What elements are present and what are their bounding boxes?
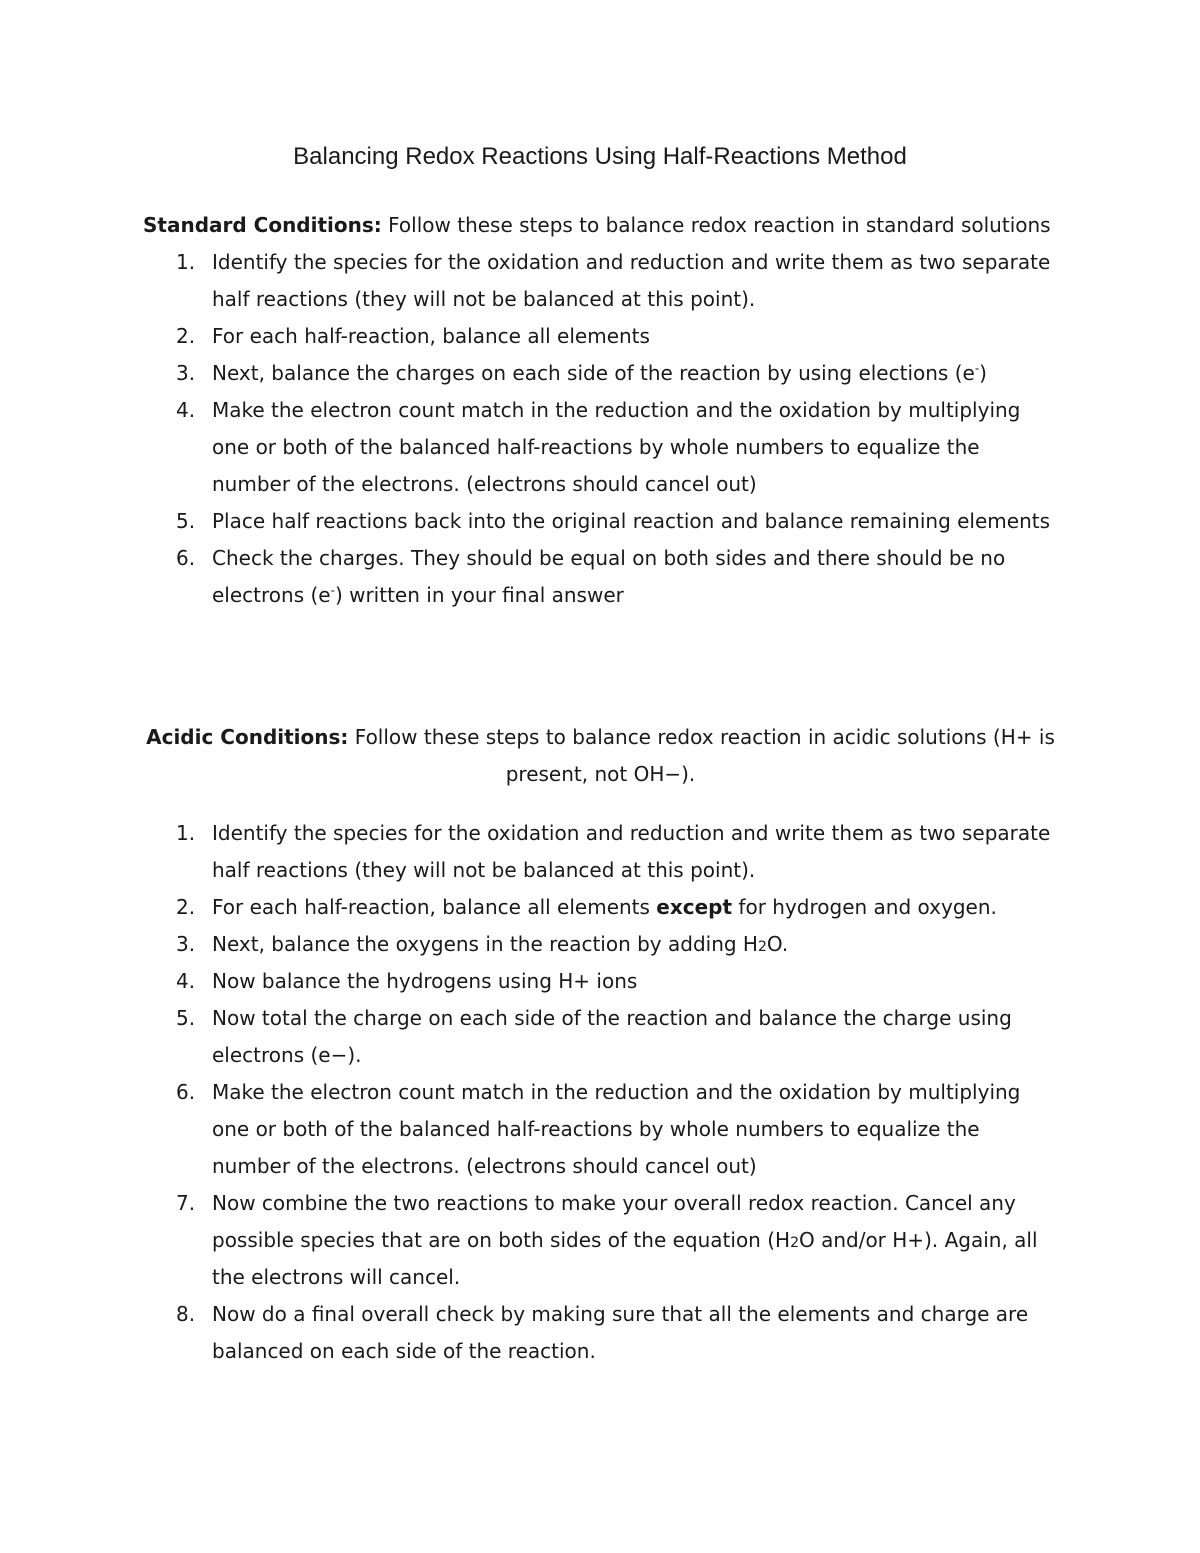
standard-label: Standard Conditions: [143, 213, 382, 237]
step-text: Now total the charge on each side of the reaction and balance the charge using electrons (e−). [212, 1006, 1012, 1067]
acidic-intro [143, 719, 1058, 793]
superscript: - [330, 583, 335, 598]
list-item [143, 926, 1058, 963]
step-text: Identify the species for the oxidation and reduction and write them as two separate half reactions (they will not be balanced at this point). [212, 250, 1051, 311]
step-text: Next, balance the oxygens in the reaction by adding H [212, 932, 758, 956]
list-item [143, 540, 1058, 614]
subscript: 2 [757, 939, 767, 955]
standard-intro [143, 207, 1058, 244]
step-number: 4. [176, 969, 196, 993]
step-text: For each half-reaction, balance all elements [212, 324, 650, 348]
step-text: Next, balance the charges on each side of the reaction by using elections (e [212, 361, 975, 385]
step-text-end: ) [979, 361, 987, 385]
list-item [143, 503, 1058, 540]
step-number: 7. [176, 1191, 196, 1215]
list-item [143, 244, 1058, 318]
step-text-end: O. [766, 932, 789, 956]
list-item [143, 355, 1058, 392]
acidic-label: Acidic Conditions: [146, 725, 349, 749]
acidic-section [143, 719, 1058, 1370]
step-text: Now balance the hydrogens using H+ ions [212, 969, 638, 993]
step-number: 8. [176, 1302, 196, 1326]
step-text: Now combine the two reactions to make your overall redox reaction. Cancel any possible species that are on both sides of the equation (H [212, 1191, 1016, 1252]
emphasis: except [656, 895, 733, 919]
step-text: Place half reactions back into the original reaction and balance remaining elements [212, 509, 1051, 533]
list-item [143, 1296, 1058, 1370]
step-text: Make the electron count match in the reduction and the oxidation by multiplying one or both of the balanced half-reactions by whole numbers to equalize the number of the electrons. (electrons should cancel out) [212, 398, 1021, 496]
list-item [143, 318, 1058, 355]
step-number: 2. [176, 324, 196, 348]
list-item [143, 1000, 1058, 1074]
document-title: Balancing Redox Reactions Using Half-Reactions Method [293, 143, 907, 170]
step-text: Make the electron count match in the reduction and the oxidation by multiplying one or both of the balanced half-reactions by whole numbers to equalize the number of the electrons. (electrons should cancel out) [212, 1080, 1021, 1178]
step-text-end: for hydrogen and oxygen. [732, 895, 997, 919]
step-number: 4. [176, 398, 196, 422]
list-item [143, 1185, 1058, 1296]
standard-section [143, 207, 1058, 614]
step-number: 1. [176, 821, 196, 845]
list-item [143, 815, 1058, 889]
list-item [143, 1074, 1058, 1185]
acidic-intro-text: Follow these steps to balance redox reaction in acidic solutions (H+ is present, not OH−). [348, 725, 1055, 786]
step-text: Identify the species for the oxidation and reduction and write them as two separate half reactions (they will not be balanced at this point). [212, 821, 1051, 882]
step-text-end: O and/or H+). Again, all the electrons will cancel. [212, 1228, 1038, 1289]
standard-steps [143, 244, 1058, 614]
step-text: Check the charges. They should be equal on both sides and there should be no electrons (e [212, 546, 1006, 607]
list-item [143, 889, 1058, 926]
list-item [143, 392, 1058, 503]
step-number: 5. [176, 1006, 196, 1030]
step-number: 3. [176, 932, 196, 956]
acidic-steps [143, 815, 1058, 1370]
step-number: 6. [176, 546, 196, 570]
step-number: 1. [176, 250, 196, 274]
list-item [143, 963, 1058, 1000]
step-number: 6. [176, 1080, 196, 1104]
step-number: 3. [176, 361, 196, 385]
step-number: 5. [176, 509, 196, 533]
step-text-end: ) written in your final answer [334, 583, 624, 607]
subscript: 2 [790, 1235, 799, 1251]
step-text: For each half-reaction, balance all elements [212, 895, 657, 919]
step-text: Now do a final overall check by making sure that all the elements and charge are balanced on each side of the reaction. [212, 1302, 1029, 1363]
superscript: - [974, 361, 980, 376]
step-number: 2. [176, 895, 196, 919]
standard-intro-text: Follow these steps to balance redox reaction in standard solutions [381, 213, 1051, 237]
